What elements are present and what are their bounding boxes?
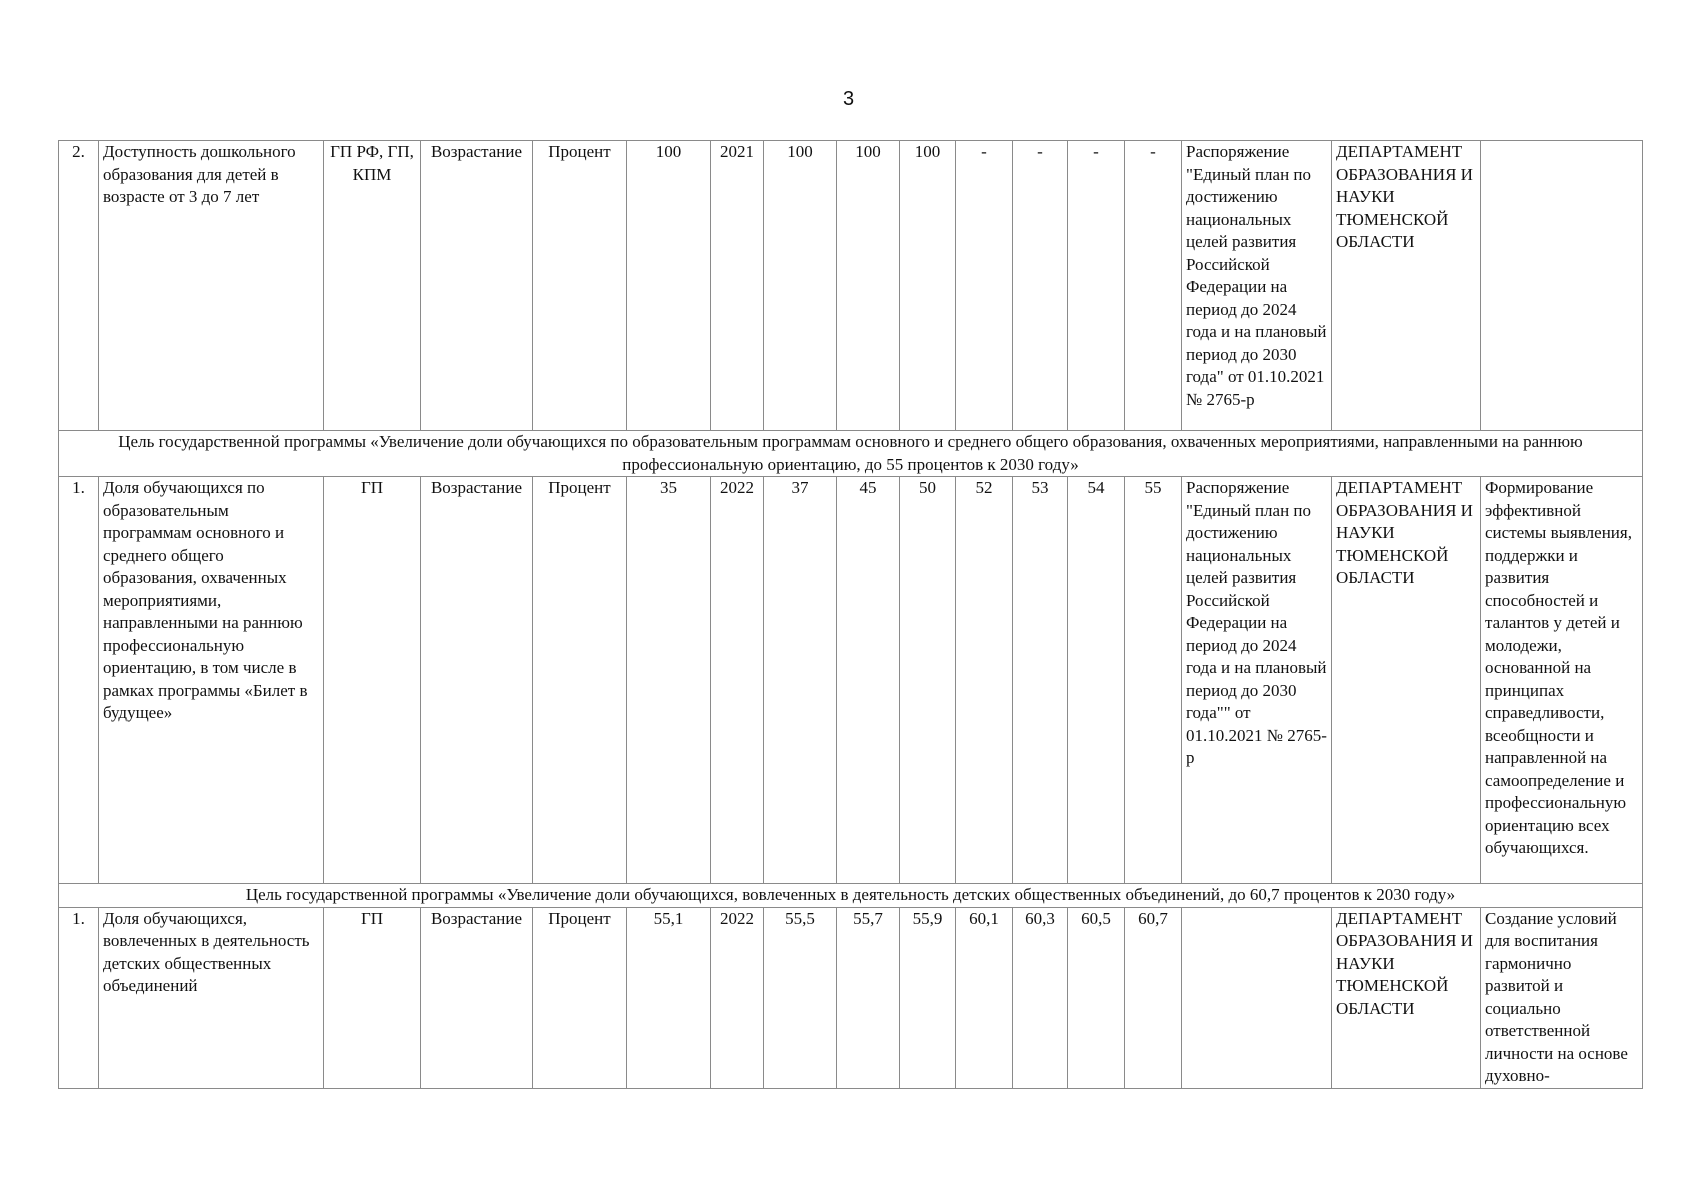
year-value: 55 — [1125, 477, 1182, 884]
responsible-body: ДЕПАРТАМЕНТ ОБРАЗОВАНИЯ И НАУКИ ТЮМЕНСКОЙ ОБЛАСТИ — [1332, 141, 1481, 431]
indicators-table — [58, 140, 1643, 1089]
year-value: 52 — [956, 477, 1013, 884]
row-number: 1. — [59, 907, 99, 1088]
year-value: 60,3 — [1013, 907, 1068, 1088]
year-value: 54 — [1068, 477, 1125, 884]
base-value: 35 — [627, 477, 711, 884]
table-row — [59, 907, 1643, 1088]
base-year: 2022 — [711, 907, 764, 1088]
row-number: 1. — [59, 477, 99, 884]
indicator-trend: Возрастание — [421, 141, 533, 431]
indicator-level: ГП — [324, 907, 421, 1088]
goal-row — [59, 431, 1643, 477]
national-goal-link: Создание условий для воспитания гармонично развитой и социально ответственной личности на основе духовно- — [1481, 907, 1643, 1088]
responsible-body: ДЕПАРТАМЕНТ ОБРАЗОВАНИЯ И НАУКИ ТЮМЕНСКОЙ ОБЛАСТИ — [1332, 477, 1481, 884]
goal-row — [59, 884, 1643, 908]
year-value: 60,1 — [956, 907, 1013, 1088]
page-number: 3 — [842, 88, 855, 110]
year-value: 53 — [1013, 477, 1068, 884]
indicator-name: Доля обучающихся по образовательным программам основного и среднего общего образования, охваченных мероприятиями, направленными на раннюю профессиональную ориентацию, в том числе в рамках программы «Билет в будущее» — [99, 477, 324, 884]
year-value: 100 — [900, 141, 956, 431]
year-value: - — [956, 141, 1013, 431]
year-value: 55,7 — [837, 907, 900, 1088]
goal-heading: Цель государственной программы «Увеличение доли обучающихся, вовлеченных в деятельность детских общественных объединений, до 60,7 процентов к 2030 году» — [59, 884, 1643, 908]
indicator-unit: Процент — [533, 907, 627, 1088]
base-value: 55,1 — [627, 907, 711, 1088]
responsible-body: ДЕПАРТАМЕНТ ОБРАЗОВАНИЯ И НАУКИ ТЮМЕНСКОЙ ОБЛАСТИ — [1332, 907, 1481, 1088]
year-value: 55,5 — [764, 907, 837, 1088]
year-value: - — [1013, 141, 1068, 431]
national-goal-link: Формирование эффективной системы выявления, поддержки и развития способностей и талантов у детей и молодежи, основанной на принципах справедливости, всеобщности и направленной на самоопределение и профессиональную ориентацию всех обучающихся. — [1481, 477, 1643, 884]
year-value: 100 — [764, 141, 837, 431]
year-value: 45 — [837, 477, 900, 884]
indicator-level: ГП РФ, ГП, КПМ — [324, 141, 421, 431]
base-year: 2022 — [711, 477, 764, 884]
year-value: 50 — [900, 477, 956, 884]
regulatory-document: Распоряжение "Единый план по достижению национальных целей развития Российской Федерации на период до 2024 года и на плановый период до 2030 года" от 01.10.2021 № 2765-р — [1182, 141, 1332, 431]
indicator-unit: Процент — [533, 477, 627, 884]
table-row — [59, 141, 1643, 431]
base-value: 100 — [627, 141, 711, 431]
year-value: 60,7 — [1125, 907, 1182, 1088]
regulatory-document — [1182, 907, 1332, 1088]
indicator-name: Доля обучающихся, вовлеченных в деятельность детских общественных объединений — [99, 907, 324, 1088]
table-row — [59, 477, 1643, 884]
indicator-trend: Возрастание — [421, 907, 533, 1088]
national-goal-link — [1481, 141, 1643, 431]
indicator-unit: Процент — [533, 141, 627, 431]
base-year: 2021 — [711, 141, 764, 431]
goal-heading: Цель государственной программы «Увеличение доли обучающихся по образовательным программам основного и среднего общего образования, охваченных мероприятиями, направленными на раннюю профессиональную ориентацию, до 55 процентов к 2030 году» — [59, 431, 1643, 477]
indicator-name: Доступность дошкольного образования для детей в возрасте от 3 до 7 лет — [99, 141, 324, 431]
year-value: - — [1068, 141, 1125, 431]
regulatory-document: Распоряжение "Единый план по достижению национальных целей развития Российской Федерации на период до 2024 года и на плановый период до 2030 года"" от 01.10.2021 № 2765-р — [1182, 477, 1332, 884]
year-value: 100 — [837, 141, 900, 431]
row-number: 2. — [59, 141, 99, 431]
year-value: 60,5 — [1068, 907, 1125, 1088]
year-value: - — [1125, 141, 1182, 431]
indicator-trend: Возрастание — [421, 477, 533, 884]
indicator-level: ГП — [324, 477, 421, 884]
year-value: 37 — [764, 477, 837, 884]
year-value: 55,9 — [900, 907, 956, 1088]
